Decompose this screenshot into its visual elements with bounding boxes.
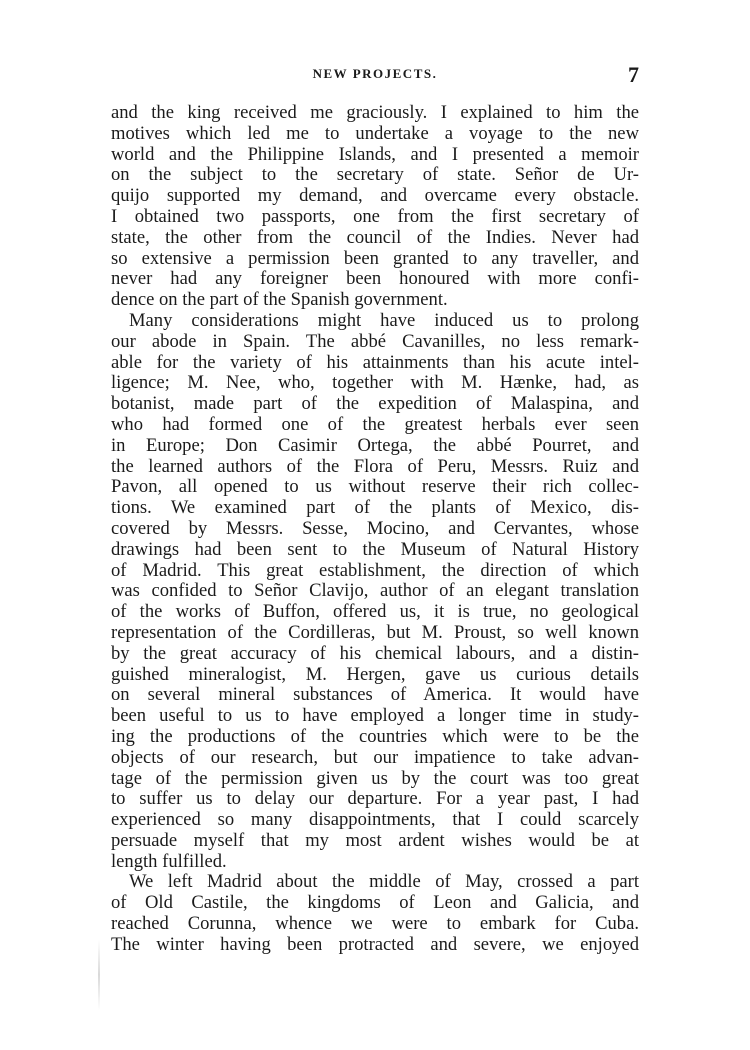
text-line: representation of the Cordilleras, but M. Proust, so well known [111, 621, 639, 643]
text-line: the learned authors of the Flora of Peru, Messrs. Ruiz and [111, 455, 639, 477]
text-line: able for the variety of his attainments than his acute intel- [111, 351, 639, 373]
text-line: to suffer us to delay our departure. For a year past, I had [111, 788, 639, 810]
text-line: We left Madrid about the middle of May, crossed a part [129, 871, 639, 893]
text-line: our abode in Spain. The abbé Cavanilles, no less remark- [111, 330, 639, 352]
text-line: covered by Messrs. Sesse, Mocino, and Cervantes, whose [111, 517, 639, 539]
text-line: on the subject to the secretary of state. Señor de Ur- [111, 164, 639, 186]
text-line: reached Corunna, whence we were to embark for Cuba. [111, 913, 639, 935]
text-line: been useful to us to have employed a longer time in study- [111, 705, 639, 727]
running-head: NEW PROJECTS. [312, 66, 438, 81]
text-line: Pavon, all opened to us without reserve their rich collec- [111, 476, 639, 498]
gutter-shadow [98, 940, 100, 1010]
text-line: I obtained two passports, one from the first secretary of [111, 205, 639, 227]
text-line: length fulfilled. [111, 850, 227, 872]
text-line: and the king received me graciously. I explained to him the [111, 102, 639, 123]
text-line: ing the productions of the countries which were to be the [111, 725, 639, 747]
text-line: in Europe; Don Casimir Ortega, the abbé Pourret, and [111, 434, 639, 456]
text-line: The winter having been protracted and severe, we enjoyed [111, 933, 639, 955]
text-line: Many considerations might have induced us to prolong [129, 309, 639, 331]
text-line: state, the other from the council of the Indies. Never had [111, 226, 639, 248]
text-line: dence on the part of the Spanish government. [111, 289, 448, 311]
text-line: guished mineralogist, M. Hergen, gave us curious details [111, 663, 639, 685]
text-line: by the great accuracy of his chemical labours, and a distin- [111, 642, 639, 664]
text-line: of Madrid. This great establishment, the direction of which [111, 559, 639, 581]
body-text [111, 103, 639, 956]
text-line: never had any foreigner been honoured with more confi- [111, 268, 639, 290]
text-line: so extensive a permission been granted to any traveller, and [111, 247, 639, 269]
text-line: tions. We examined part of the plants of Mexico, dis- [111, 497, 639, 519]
text-line: motives which led me to undertake a voyage to the new [111, 122, 639, 144]
text-line: of Old Castile, the kingdoms of Leon and Galicia, and [111, 892, 639, 914]
text-line: was confided to Señor Clavijo, author of an elegant translation [111, 580, 639, 602]
text-line: experienced so many disappointments, that I could scarcely [111, 809, 639, 831]
text-line: botanist, made part of the expedition of Malaspina, and [111, 393, 639, 415]
page-number: 7 [628, 62, 639, 87]
text-line: persuade myself that my most ardent wishes would be at [111, 829, 639, 851]
text-line: of the works of Buffon, offered us, it is true, no geological [111, 601, 639, 623]
text-line: ligence; M. Nee, who, together with M. Hænke, had, as [111, 372, 639, 394]
text-line: quijo supported my demand, and overcame every obstacle. [111, 185, 639, 207]
text-line: tage of the permission given us by the court was too great [111, 767, 639, 789]
text-line: who had formed one of the greatest herbals ever seen [111, 413, 639, 435]
text-line: on several mineral substances of America. It would have [111, 684, 639, 706]
text-line: objects of our research, but our impatience to take advan- [111, 746, 639, 768]
text-line: world and the Philippine Islands, and I presented a memoir [111, 143, 639, 165]
page-header [111, 62, 639, 92]
text-line: drawings had been sent to the Museum of Natural History [111, 538, 639, 560]
